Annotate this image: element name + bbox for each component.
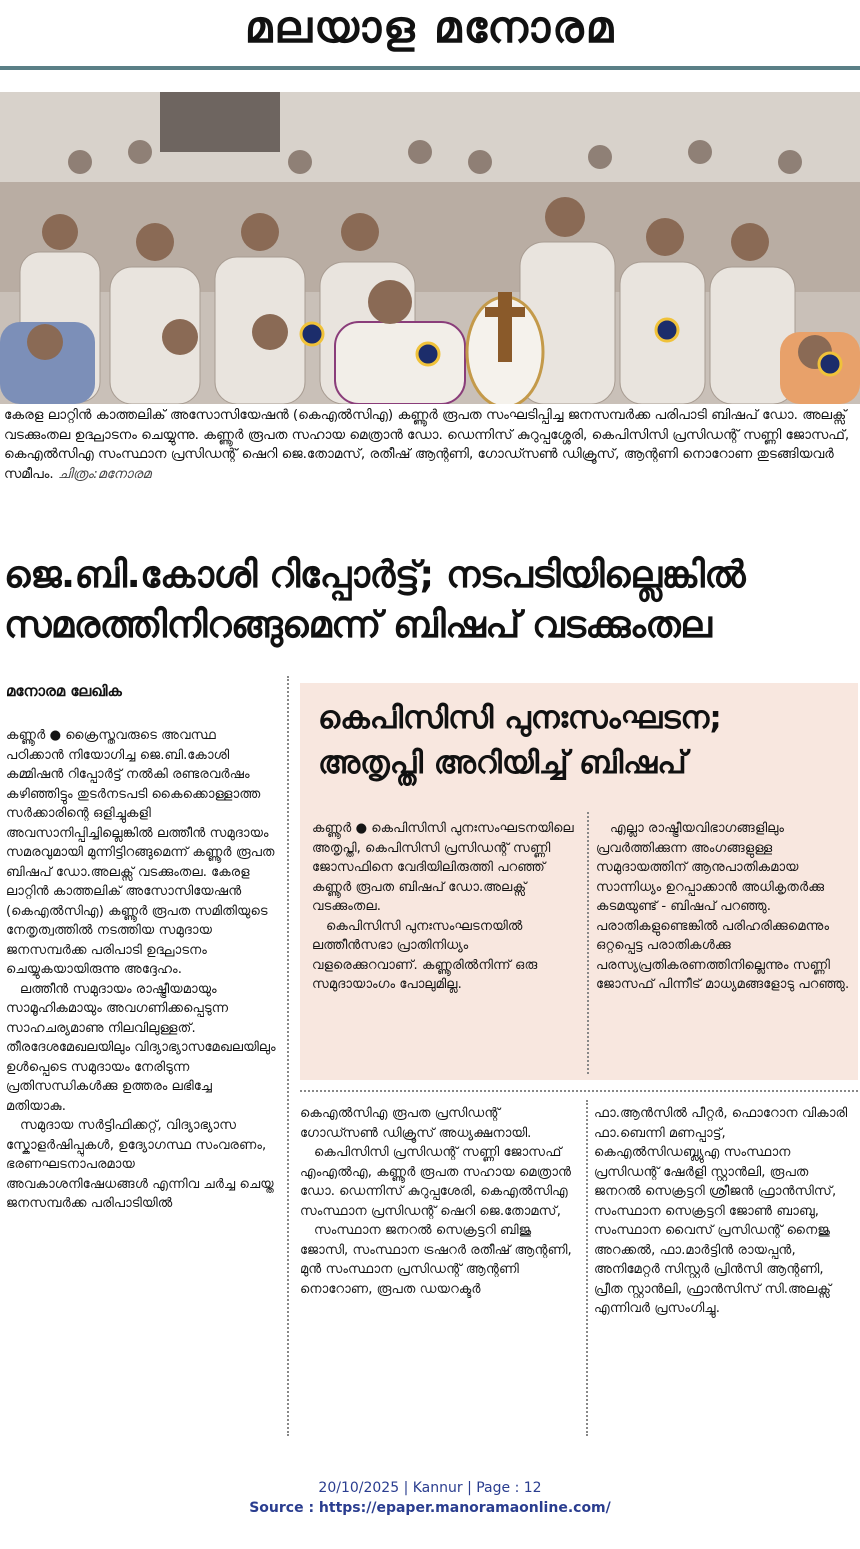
main-story-paragraph: സമുദായ സർട്ടിഫിക്കറ്റ്, വിദ്യാഭ്യാസ സ്കോളർഷിപ്പുകൾ, ഉദ്യോഗസ്ഥ സംവരണം, ഭരണഘടനാപരമായ അവകാശനിഷേധങ്ങൾ എന്നിവ ചർച്ച ചെയ്ത ജനസമ്പർക്ക പരിപാടിയിൽ <box>6 1118 274 1211</box>
main-story-paragraph: കെപിസിസി പ്രസിഡന്റ് സണ്ണി ജോസഫ് എംഎൽഎ, കണ്ണൂർ രൂപത സഹായ മെത്രാൻ ഡോ. ഡെന്നിസ് കുറുപ്പശേരി, കെഎൽസിഎ സംസ്ഥാന പ്രസിഡന്റ് ഷെറി ജെ.തോമസ്, <box>300 1145 572 1219</box>
sidebar-headline-line-2: അതൃപ്തി അറിയിച്ച് ബിഷപ് <box>318 745 687 781</box>
sidebar-column-1 <box>312 819 578 995</box>
photo-credit: ചിത്രം:മനോരമ <box>57 465 151 482</box>
column-divider <box>586 1100 588 1436</box>
main-story-paragraph: ഫാ.ആൻസിൽ പീറ്റർ, ഫൊറോന വികാരി ഫാ.ബെന്നി മണപ്പാട്ട്, കെഎൽസിഡബ്ല്യുഎ സംസ്ഥാന പ്രസിഡന്റ് ഷേർളി സ്റ്റാൻലി, രൂപത ജനറൽ സെക്രട്ടറി ശ്രീജൻ ഫ്രാൻസിസ്, സംസ്ഥാന സെക്രട്ടറി ജോൺ ബാബു, സംസ്ഥാന വൈസ് പ്രസിഡന്റ് നൈജു അറക്കൽ, ഫാ.മാർട്ടിൻ രായപ്പൻ, അനിമേറ്റർ സിസ്റ്റർ പ്രിൻസി ആന്റണി, പ്രീത സ്റ്റാൻലി, ഫ്രാൻസിസ് സി.അലക്സ് എന്നിവർ പ്രസംഗിച്ചു. <box>594 1106 848 1316</box>
main-story-column-2 <box>300 1104 578 1299</box>
sidebar-paragraph: കണ്ണൂർ ● കെപിസിസി പുനഃസംഘടനയിലെ അതൃപ്തി, കെപിസിസി പ്രസിഡന്റ് സണ്ണി ജോസഫിനെ വേദിയിലിരുത്തി പറഞ്ഞ് കണ്ണൂർ രൂപത ബിഷപ് ഡോ.അലക്സ് വടക്കുംതല. <box>312 821 574 914</box>
main-story-paragraph: സംസ്ഥാന ജനറൽ സെക്രട്ടറി ബിജു ജോസി, സംസ്ഥാന ട്രഷറർ രതീഷ് ആന്റണി, മുൻ സംസ്ഥാന പ്രസിഡന്റ് ആന്റണി നൊറോണ, രൂപത ഡയറക്ടർ <box>300 1223 572 1297</box>
sidebar-column-divider <box>587 812 589 1074</box>
news-photo <box>0 92 860 404</box>
byline: മനോരമ ലേഖിക <box>6 682 122 700</box>
sidebar-column-2 <box>596 819 852 995</box>
main-story-paragraph: കണ്ണൂർ ● ക്രൈസ്തവരുടെ അവസ്ഥ പഠിക്കാൻ നിയോഗിച്ച ജെ.ബി.കോശി കമ്മിഷൻ റിപ്പോർട്ട് നൽകി രണ്ടരവർഷം കഴിഞ്ഞിട്ടും തുടർനടപടി കൈക്കൊള്ളാത്ത സർക്കാരിന്റെ ഒളിച്ചുകളി അവസാനിപ്പിച്ചില്ലെങ്കിൽ ലത്തീൻ സമുദായം സമരവുമായി മുന്നിട്ടിറങ്ങുമെന്ന് കണ്ണൂർ രൂപത ബിഷപ് ഡോ.അലക്സ് വടക്കുംതല. കേരള ലാറ്റിൻ കാത്തലിക് അസോസിയേഷൻ (കെഎൽസിഎ) കണ്ണൂർ രൂപത സമിതിയുടെ നേതൃത്വത്തിൽ നടത്തിയ സമുദായ ജനസമ്പർക്ക പരിപാടി ഉദ്ഘാടനം ചെയ്യുകയായിരുന്നു അദ്ദേഹം. <box>6 728 275 977</box>
photo-icon <box>0 92 860 404</box>
headline-line-2: സമരത്തിനിറങ്ങുമെന്ന് ബിഷപ് വടക്കുംതല <box>4 603 712 646</box>
masthead-rule <box>0 66 860 70</box>
column-divider <box>287 676 289 1436</box>
main-story-paragraph: കെഎൽസിഎ രൂപത പ്രസിഡന്റ് ഗോഡ്സൺ ഡിക്രൂസ് അധ്യക്ഷനായി. <box>300 1106 532 1141</box>
newspaper-logo: മലയാള മനോരമ <box>244 2 616 53</box>
sidebar-paragraph: എല്ലാ രാഷ്ട്രീയവിഭാഗങ്ങളിലും പ്രവർത്തിക്കുന്ന അംഗങ്ങളുള്ള സമുദായത്തിന് ആനുപാതികമായ സാന്നിധ്യം ഉറപ്പാക്കാൻ അധികൃതർക്കു കടമയുണ്ട് - ബിഷപ് പറഞ്ഞു. പരാതികളുണ്ടെങ്കിൽ പരിഹരിക്കുമെന്നും ഒറ്റപ്പെട്ട പരാതികൾക്കു പരസ്യപ്രതികരണത്തിനില്ലെന്നും സണ്ണി ജോസഫ് പിന്നീട് മാധ്യമങ്ങളോടു പറഞ്ഞു. <box>596 821 850 992</box>
sidebar-headline-line-1: കെപിസിസി പുനഃസംഘടന; <box>318 700 722 736</box>
edition-info: 20/10/2025 | Kannur | Page : 12 <box>318 1480 542 1496</box>
headline-line-1: ജെ.ബി.കോശി റിപ്പോർട്ട്; നടപടിയില്ലെങ്കിൽ <box>4 553 746 596</box>
sidebar-headline <box>318 696 848 786</box>
main-story-paragraph: ലത്തീൻ സമുദായം രാഷ്ട്രീയമായും സാമൂഹികമായും അവഗണിക്കപ്പെടുന്ന സാഹചര്യമാണു നിലവിലുള്ളത്. തീരദേശമേഖലയിലും വിദ്യാഭ്യാസമേഖലയിലും ഉൾപ്പെടെ സമുദായം നേരിടുന്ന പ്രതിസന്ധികൾക്കു ഉത്തരം ലഭിച്ചേ മതിയാകു. <box>6 981 276 1114</box>
sidebar-paragraph: കെപിസിസി പുനഃസംഘടനയിൽ ലത്തീൻസഭാ പ്രാതിനിധ്യം വളരെക്കുറവാണ്. കണ്ണൂരിൽനിന്ന് ഒരു സമുദായാംഗം പോലുമില്ല. <box>312 918 538 992</box>
main-headline <box>4 550 856 650</box>
source-link[interactable]: Source : https://epaper.manoramaonline.com/ <box>249 1500 611 1516</box>
main-story-column-3 <box>594 1104 854 1319</box>
main-story-column-1 <box>6 726 276 1214</box>
masthead <box>0 0 860 70</box>
caption-text: കേരള ലാറ്റിൻ കാത്തലിക് അസോസിയേഷൻ (കെഎൽസിഎ) കണ്ണൂർ രൂപത സംഘടിപ്പിച്ച ജനസമ്പർക്ക പരിപാടി ബിഷപ് ഡോ. അലക്സ് വടക്കുംതല ഉദ്ഘാടനം ചെയ്യുന്നു. കണ്ണൂർ രൂപത സഹായ മെത്രാൻ ഡോ. ഡെന്നിസ് കുറുപ്പശ്ശേരി, കെപിസിസി പ്രസിഡന്റ് സണ്ണി ജോസഫ്, കെഎൽസിഎ സംസ്ഥാന പ്രസിഡന്റ് ഷെറി ജെ.തോമസ്, രതീഷ് ആന്റണി, ഗോഡ്സൺ ഡിക്രൂസ്, ആന്റണി നൊറോണ തുടങ്ങിയവർ സമീപം. <box>4 407 850 482</box>
section-divider <box>300 1090 858 1092</box>
photo-caption <box>4 406 856 484</box>
